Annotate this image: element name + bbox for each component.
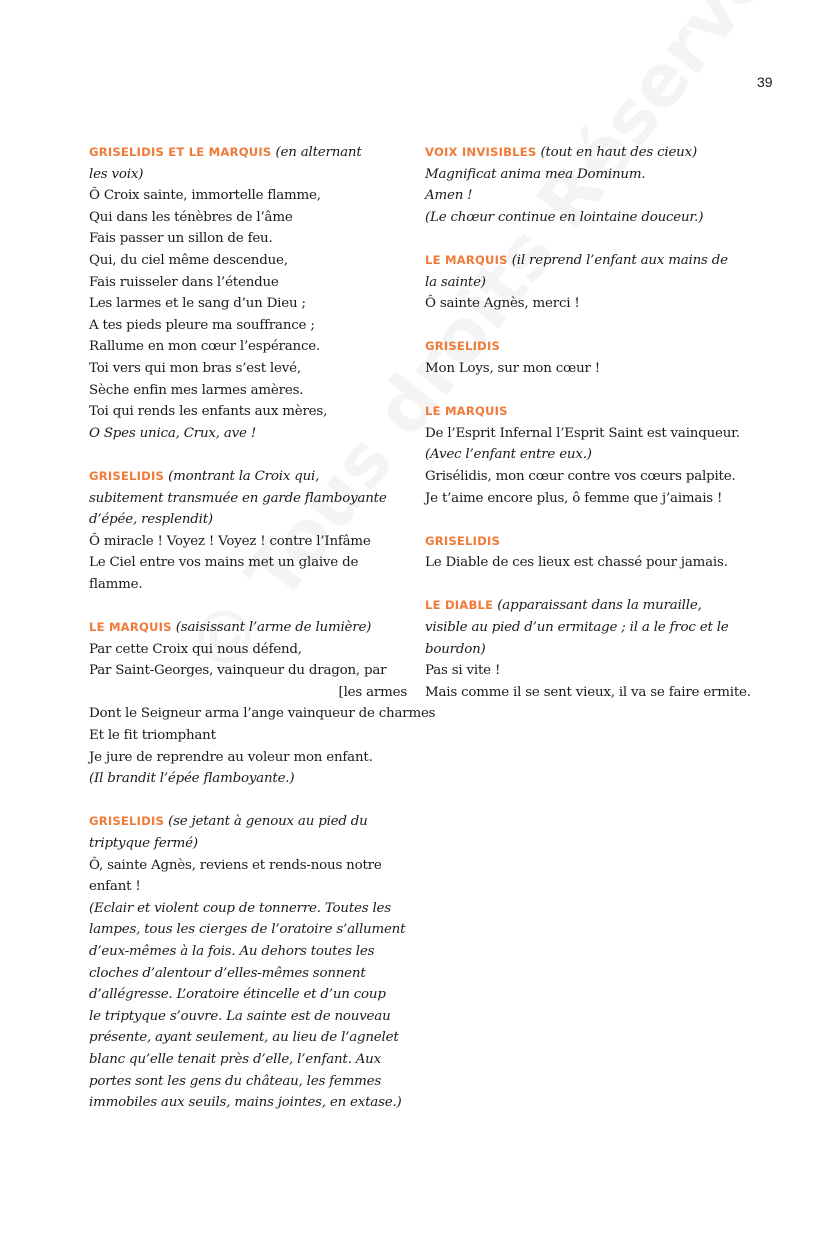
speaker-line xyxy=(89,617,407,639)
verse-line: Toi vers qui mon bras s’est levé, xyxy=(89,360,301,376)
verse-line: Le Ciel entre vos mains met un glaive de xyxy=(89,555,359,571)
dialogue-block xyxy=(425,595,755,703)
stage-direction: d’eux-mêmes à la fois. Au dehors toutes les xyxy=(89,943,375,959)
dialogue-block xyxy=(425,336,755,379)
speaker-name: GRISELIDIS xyxy=(425,533,501,548)
dialogue-block xyxy=(425,531,755,574)
stage-direction: (Le chœur continue en lointaine douceur.) xyxy=(425,209,704,225)
stage-direction: (en alternant xyxy=(275,145,362,160)
verse-line: Et le fit triomphant xyxy=(89,728,216,744)
speaker-line xyxy=(89,811,407,833)
stage-direction: (saisissant l’arme de lumière) xyxy=(175,620,372,636)
stage-direction: O Spes unica, Crux, ave ! xyxy=(89,425,257,441)
dialogue-block xyxy=(89,142,407,444)
stage-direction: portes sont les gens du château, les femmes xyxy=(89,1073,382,1089)
stage-direction: les voix) xyxy=(89,166,144,182)
verse-line: Par Saint-Georges, vainqueur du dragon, par xyxy=(89,663,387,679)
verse-line: Le Diable de ces lieux est chassé pour jamais. xyxy=(425,555,728,571)
stage-direction: blanc qu’elle tenait près d’elle, l’enfant. Aux xyxy=(89,1051,381,1067)
stage-direction: Magnificat anima mea Dominum. xyxy=(425,166,646,182)
dialogue-block xyxy=(89,617,436,790)
stage-direction: bourdon) xyxy=(425,641,486,657)
verse-line: Sèche enfin mes larmes amères. xyxy=(89,382,304,398)
stage-direction: visible au pied d’un ermitage ; il a le froc et le xyxy=(425,620,729,636)
stage-direction: (apparaissant dans la muraille, xyxy=(497,598,702,614)
speaker-name: LE MARQUIS xyxy=(425,404,508,419)
verse-line: A tes pieds pleure ma souffrance ; xyxy=(89,317,315,333)
verse-line: De l’Esprit Infernal l’Esprit Saint est vainqueur. xyxy=(425,425,740,441)
speaker-name: GRISELIDIS xyxy=(89,814,165,829)
speaker-line xyxy=(425,595,755,617)
verse-line: Fais ruisseler dans l’étendue xyxy=(89,274,279,290)
speaker-name: LE MARQUIS xyxy=(425,252,508,267)
verse-line: Je t’aime encore plus, ô femme que j’aimais ! xyxy=(425,490,723,506)
verse-line: Fais passer un sillon de feu. xyxy=(89,231,273,247)
verse-line: Qui dans les ténèbres de l’âme xyxy=(89,209,293,225)
verse-line: Pas si vite ! xyxy=(425,663,501,679)
stage-direction: d’allégresse. L’oratoire étincelle et d’un coup xyxy=(89,987,386,1003)
stage-direction: (tout en haut des cieux) xyxy=(540,145,697,160)
verse-line: Les larmes et le sang d’un Dieu ; xyxy=(89,296,306,312)
stage-direction: présente, ayant seulement, au lieu de l’agnelet xyxy=(89,1030,399,1046)
stage-direction: (montrant la Croix qui, xyxy=(168,468,320,484)
stage-direction: (Il brandit l’épée flamboyante.) xyxy=(89,771,295,787)
verse-line: Mon Loys, sur mon cœur ! xyxy=(425,360,600,376)
stage-direction: subitement transmuée en garde flamboyante xyxy=(89,490,387,506)
speaker-line xyxy=(89,466,407,488)
speaker-line xyxy=(425,336,755,358)
verse-line: Ô sainte Agnès, merci ! xyxy=(425,296,580,312)
verse-line: [les armes xyxy=(338,684,407,700)
speaker-name: GRISELIDIS xyxy=(89,468,165,483)
verse-line: Par cette Croix qui nous défend, xyxy=(89,641,302,657)
right-column xyxy=(425,142,755,725)
stage-direction: Amen ! xyxy=(425,188,473,204)
stage-direction: d’épée, resplendit) xyxy=(89,512,213,528)
verse-line: Ô Croix sainte, immortelle flamme, xyxy=(89,188,321,204)
speaker-name: VOIX INVISIBLES xyxy=(425,145,537,159)
stage-direction: la sainte) xyxy=(425,274,486,290)
speaker-line xyxy=(89,142,407,164)
dialogue-block xyxy=(425,142,755,228)
page-number: 39 xyxy=(757,74,773,90)
stage-direction: (Eclair et violent coup de tonnerre. Toutes les xyxy=(89,900,391,916)
speaker-name: GRISELIDIS xyxy=(425,339,501,354)
stage-direction: cloches d’alentour d’elles-mêmes sonnent xyxy=(89,965,366,981)
speaker-name: LE MARQUIS xyxy=(89,620,172,635)
stage-direction: lampes, tous les cierges de l’oratoire s’allument xyxy=(89,922,406,938)
speaker-name: GRISELIDIS ET LE MARQUIS xyxy=(89,145,272,159)
verse-line: Toi qui rends les enfants aux mères, xyxy=(89,404,328,420)
stage-direction: (se jetant à genoux au pied du xyxy=(168,814,368,830)
stage-direction: (Avec l’enfant entre eux.) xyxy=(425,447,592,463)
stage-direction: (il reprend l’enfant aux mains de xyxy=(511,252,728,268)
verse-line: Qui, du ciel même descendue, xyxy=(89,252,288,268)
verse-line: Ô miracle ! Voyez ! Voyez ! contre l’Infâme xyxy=(89,533,371,549)
speaker-line xyxy=(425,142,755,164)
verse-line: flamme. xyxy=(89,576,143,592)
dialogue-block xyxy=(89,811,407,1113)
verse-line: Dont le Seigneur arma l’ange vainqueur de charmes xyxy=(89,706,436,722)
dialogue-block xyxy=(425,250,755,315)
dialogue-block xyxy=(425,401,755,509)
left-column xyxy=(89,142,436,1135)
verse-line: Je jure de reprendre au voleur mon enfant. xyxy=(89,749,373,765)
dialogue-block xyxy=(89,466,407,596)
speaker-name: LE DIABLE xyxy=(425,598,494,613)
stage-direction: triptyque fermé) xyxy=(89,836,198,851)
stage-direction: immobiles aux seuils, mains jointes, en extase.) xyxy=(89,1095,402,1111)
verse-line: Grisélidis, mon cœur contre vos cœurs palpite. xyxy=(425,468,736,484)
speaker-line xyxy=(425,401,755,423)
stage-direction: le triptyque s’ouvre. La sainte est de nouveau xyxy=(89,1008,391,1024)
verse-line: Rallume en mon cœur l’espérance. xyxy=(89,339,321,355)
verse-line: Ô, sainte Agnès, reviens et rends-nous notre xyxy=(89,857,382,873)
verse-line: enfant ! xyxy=(89,879,141,895)
verse-line: Mais comme il se sent vieux, il va se faire ermite. xyxy=(425,684,751,700)
speaker-line xyxy=(425,250,755,272)
speaker-line xyxy=(425,531,755,553)
